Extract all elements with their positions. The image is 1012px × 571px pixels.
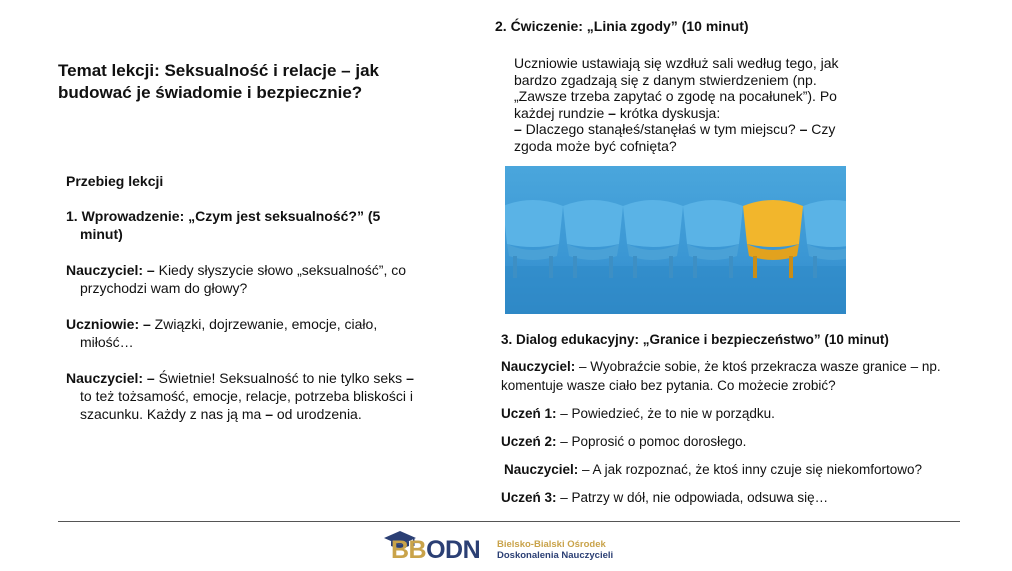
bbodn-logo (383, 530, 633, 568)
footer-divider (58, 521, 960, 522)
speaker-label: Uczeń 2: (501, 434, 557, 449)
students-line (66, 315, 426, 351)
text: Uczniowie ustawiają się wzdłuż sali według tego, jak bardzo zgadzają się z danym stwierdzeniem (np. „Zawsze trzeba zapytać o zgodę na pocałunek”). Po każdej rundzie (514, 55, 839, 121)
speech-text: – Wyobraźcie sobie, że ktoś przekracza wasze granice – np. komentuje wasze ciało bez pytania. Co możecie zrobić? (501, 359, 941, 393)
chairs-photo (505, 166, 846, 314)
speaker-label: Nauczyciel: – (66, 262, 155, 278)
dash: – (406, 370, 414, 386)
dialog-title: 3. Dialog edukacyjny: „Granice i bezpieczeństwo” (10 minut) (501, 332, 889, 347)
text: Czy zgoda może być cofnięta? (514, 121, 836, 154)
speech-text: Świetnie! Seksualność to nie tylko seks (154, 370, 407, 386)
dialog-line (501, 404, 971, 423)
dialog-line (501, 488, 971, 507)
dialog-section (501, 330, 971, 516)
speech-text: – Poprosić o pomoc dorosłego. (556, 434, 747, 449)
dash: – (514, 121, 522, 137)
speech-text: to też tożsamość, emocje, relacje, potrzeba bliskości i szacunku. Każdy z nas ją ma (80, 388, 414, 422)
logo-subtitle (497, 539, 613, 561)
speaker-label: Nauczyciel: (504, 462, 579, 477)
speech-text: – A jak rozpoznać, że ktoś inny czuje się niekomfortowo? (578, 462, 922, 477)
text: krótka dyskusja: (615, 104, 721, 121)
logo-line-1: Bielsko-Bialski Ośrodek (497, 539, 606, 550)
speech-text: – Powiedzieć, że to nie w porządku. (556, 406, 775, 421)
dialog-line (501, 432, 971, 451)
dash: – (265, 406, 273, 422)
speaker-label: Nauczyciel: (501, 359, 576, 374)
dialog-line (501, 357, 971, 395)
teacher-line-2 (66, 369, 426, 423)
speaker-label: Nauczyciel: – (66, 370, 155, 386)
speaker-label: Uczeń 1: (501, 406, 557, 421)
lesson-plan (66, 172, 426, 441)
dialog-line (501, 460, 971, 479)
step-1-title: 1. Wprowadzenie: „Czym jest seksualność?” (5 minut) (66, 208, 381, 242)
plan-heading: Przebieg lekcji (66, 173, 164, 189)
dash: – (608, 104, 616, 121)
logo-wordmark: BBODN (391, 536, 481, 564)
speech-text: od urodzenia. (273, 406, 362, 422)
speech-text: Kiedy słyszycie słowo „seksualność”, co przychodzi wam do głowy? (80, 262, 407, 296)
speaker-label: Uczeń 3: (501, 490, 557, 505)
exercise-2-title: 2. Ćwiczenie: „Linia zgody” (10 minut) (495, 18, 749, 34)
chairs-illustration (505, 166, 846, 314)
speaker-label: Uczniowie: – (66, 316, 151, 332)
teacher-line-1 (66, 261, 426, 297)
speech-text: Związki, dojrzewanie, emocje, ciało, miłość… (80, 316, 378, 350)
logo-line-2: Doskonalenia Nauczycieli (497, 550, 614, 561)
speech-text: – Patrzy w dół, nie odpowiada, odsuwa się… (556, 490, 829, 505)
text: Dlaczego stanąłeś/stanęłaś w tym miejscu? (521, 121, 800, 137)
lesson-title: Temat lekcji: Seksualność i relacje – jak budować je świadomie i bezpiecznie? (58, 61, 379, 102)
exercise-2-text (514, 55, 864, 154)
dash: – (799, 121, 808, 137)
